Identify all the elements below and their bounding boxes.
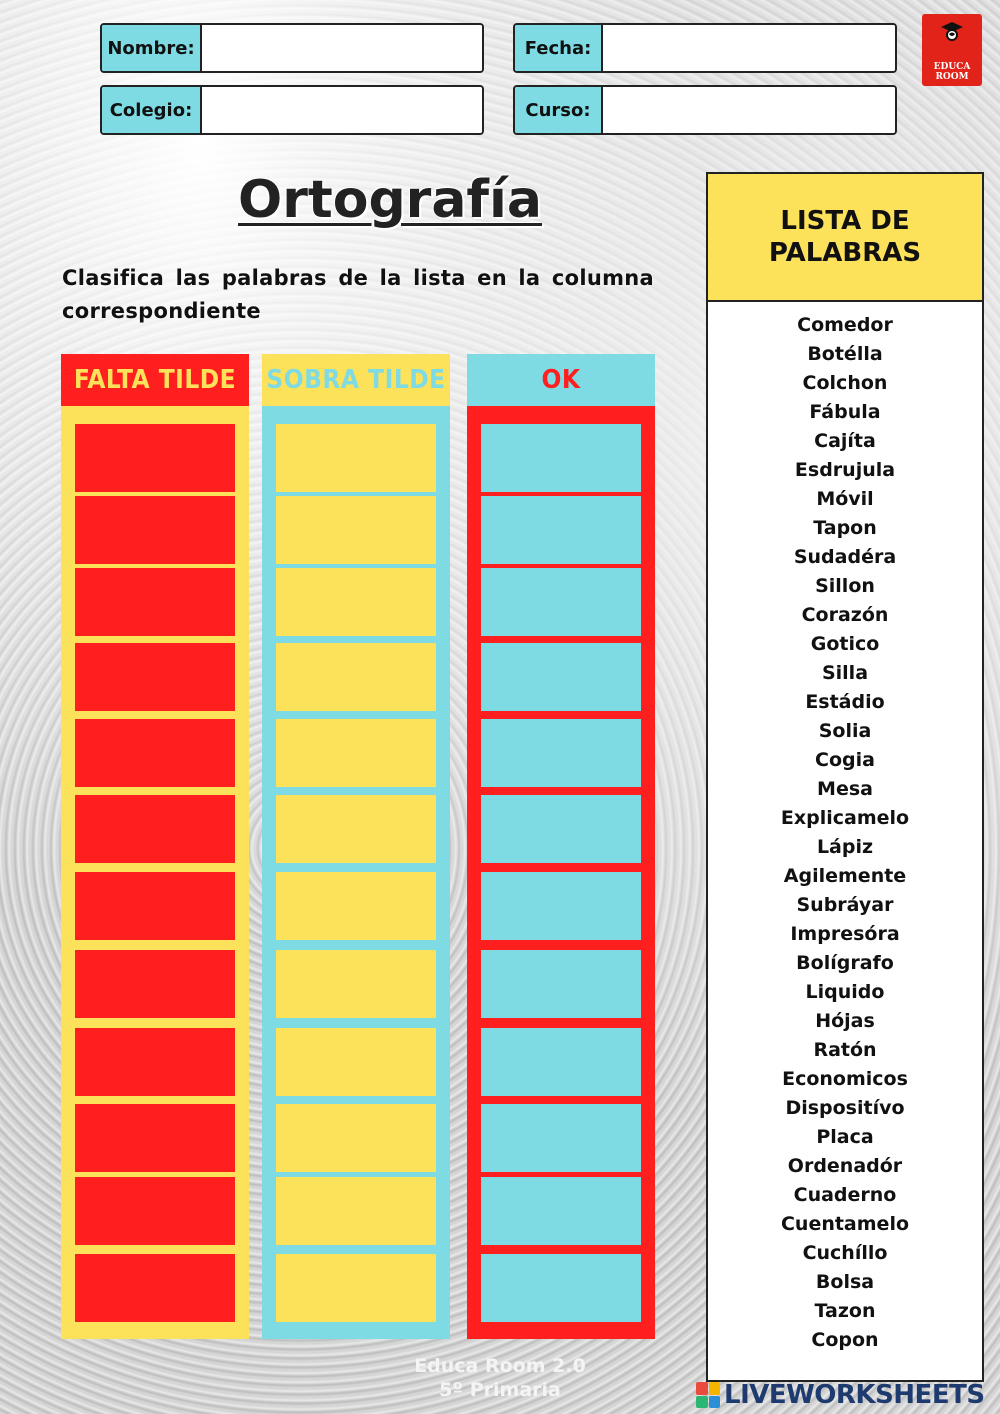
column-ok xyxy=(467,354,655,1339)
curso-field xyxy=(513,85,897,135)
drop-slot[interactable] xyxy=(481,795,641,863)
page-title: Ortografía xyxy=(238,170,542,230)
drop-slot[interactable] xyxy=(75,643,235,711)
fecha-input[interactable] xyxy=(603,25,895,71)
word-list-title-line1: LISTA DE xyxy=(780,206,910,236)
word-item[interactable]: Sillon xyxy=(815,575,875,597)
word-item[interactable]: Colchon xyxy=(802,372,888,394)
drop-slot[interactable] xyxy=(276,1104,436,1172)
word-item[interactable]: Hójas xyxy=(815,1010,875,1032)
word-item[interactable]: Economicos xyxy=(782,1068,908,1090)
word-item[interactable]: Ordenadór xyxy=(787,1155,903,1177)
fecha-field xyxy=(513,23,897,73)
word-list-title-line2: PALABRAS xyxy=(768,238,922,268)
drop-slot[interactable] xyxy=(276,1254,436,1322)
word-item[interactable]: Placa xyxy=(816,1126,874,1148)
drop-slot[interactable] xyxy=(75,1104,235,1172)
word-item[interactable]: Tapon xyxy=(813,517,877,539)
drop-slot[interactable] xyxy=(481,872,641,940)
footer-line1: Educa Room 2.0 xyxy=(414,1355,586,1377)
word-item[interactable]: Fábula xyxy=(809,401,881,423)
drop-slot[interactable] xyxy=(75,1177,235,1245)
column-header: FALTA TILDE xyxy=(61,354,249,406)
drop-slot[interactable] xyxy=(481,1028,641,1096)
drop-slot[interactable] xyxy=(481,496,641,564)
graduation-cap-icon xyxy=(940,20,964,42)
liveworksheets-logo-icon xyxy=(696,1382,720,1408)
drop-slot[interactable] xyxy=(481,568,641,636)
drop-slot[interactable] xyxy=(75,1028,235,1096)
fecha-label: Fecha: xyxy=(515,25,603,71)
drop-slot[interactable] xyxy=(276,795,436,863)
drop-slot[interactable] xyxy=(75,1254,235,1322)
drop-slot[interactable] xyxy=(276,950,436,1018)
word-item[interactable]: Silla xyxy=(821,662,869,684)
word-item[interactable]: Estádio xyxy=(805,691,885,713)
column-header: SOBRA TILDE xyxy=(262,354,450,406)
colegio-label: Colegio: xyxy=(102,87,202,133)
word-item[interactable]: Gotico xyxy=(810,633,880,655)
drop-slot[interactable] xyxy=(75,496,235,564)
educa-room-logo xyxy=(922,14,982,86)
word-item[interactable]: Explicamelo xyxy=(780,807,910,829)
curso-label: Curso: xyxy=(515,87,603,133)
column-falta-tilde xyxy=(61,354,249,1339)
column-sobra-tilde xyxy=(262,354,450,1339)
word-item[interactable]: Mesa xyxy=(817,778,873,800)
drop-slot[interactable] xyxy=(276,424,436,492)
word-item[interactable]: Liquido xyxy=(805,981,885,1003)
drop-slot[interactable] xyxy=(75,424,235,492)
liveworksheets-text: LIVEWORKSHEETS xyxy=(724,1380,985,1410)
footer xyxy=(300,1354,700,1402)
word-item[interactable]: Cuaderno xyxy=(793,1184,897,1206)
logo-text-line2: ROOM xyxy=(935,72,969,82)
word-list-header xyxy=(706,172,984,302)
drop-slot[interactable] xyxy=(481,643,641,711)
drop-slot[interactable] xyxy=(481,1254,641,1322)
colegio-input[interactable] xyxy=(202,87,482,133)
word-item[interactable]: Dispositívo xyxy=(785,1097,905,1119)
word-item[interactable]: Bolígrafo xyxy=(796,952,894,974)
drop-slot[interactable] xyxy=(276,496,436,564)
nombre-field xyxy=(100,23,484,73)
drop-slot[interactable] xyxy=(276,872,436,940)
instruction-text: Clasifica las palabras de la lista en la columna correspondiente xyxy=(62,266,654,323)
word-item[interactable]: Tazon xyxy=(814,1300,876,1322)
drop-slot[interactable] xyxy=(276,568,436,636)
column-header: OK xyxy=(467,354,655,406)
word-item[interactable]: Esdrujula xyxy=(794,459,896,481)
drop-slot[interactable] xyxy=(276,1177,436,1245)
drop-slot[interactable] xyxy=(481,424,641,492)
word-item[interactable]: Solia xyxy=(818,720,872,742)
word-item[interactable]: Bolsa xyxy=(815,1271,875,1293)
drop-slot[interactable] xyxy=(75,568,235,636)
word-item[interactable]: Botélla xyxy=(807,343,883,365)
word-item[interactable]: Cajíta xyxy=(814,430,876,452)
drop-slot[interactable] xyxy=(75,719,235,787)
word-list xyxy=(706,302,984,1382)
drop-slot[interactable] xyxy=(75,950,235,1018)
word-item[interactable]: Impresóra xyxy=(790,923,900,945)
word-item[interactable]: Cuentamelo xyxy=(780,1213,910,1235)
word-item[interactable]: Corazón xyxy=(801,604,889,626)
nombre-label: Nombre: xyxy=(102,25,202,71)
column-body xyxy=(262,406,450,1339)
column-body xyxy=(61,406,249,1339)
word-item[interactable]: Comedor xyxy=(797,314,893,336)
nombre-input[interactable] xyxy=(202,25,482,71)
drop-slot[interactable] xyxy=(481,950,641,1018)
drop-slot[interactable] xyxy=(481,1104,641,1172)
drop-slot[interactable] xyxy=(481,1177,641,1245)
word-item[interactable]: Ratón xyxy=(813,1039,877,1061)
word-item[interactable]: Cogia xyxy=(815,749,875,771)
logo-text-line1: EDUCA xyxy=(933,62,971,72)
column-body xyxy=(467,406,655,1339)
drop-slot[interactable] xyxy=(276,1028,436,1096)
word-item[interactable]: Copon xyxy=(811,1329,879,1351)
curso-input[interactable] xyxy=(603,87,895,133)
drop-slot[interactable] xyxy=(75,872,235,940)
word-item[interactable]: Sudadéra xyxy=(793,546,897,568)
word-item[interactable]: Móvil xyxy=(816,488,874,510)
drop-slot[interactable] xyxy=(481,719,641,787)
word-item[interactable]: Subráyar xyxy=(796,894,894,916)
colegio-field xyxy=(100,85,484,135)
word-item[interactable]: Lápiz xyxy=(816,836,874,858)
drop-slot[interactable] xyxy=(75,795,235,863)
word-item[interactable]: Cuchíllo xyxy=(802,1242,888,1264)
word-item[interactable]: Agilemente xyxy=(783,865,907,887)
drop-slot[interactable] xyxy=(276,643,436,711)
footer-line2: 5º Primaria xyxy=(439,1379,561,1401)
drop-slot[interactable] xyxy=(276,719,436,787)
liveworksheets-brand xyxy=(696,1380,996,1410)
